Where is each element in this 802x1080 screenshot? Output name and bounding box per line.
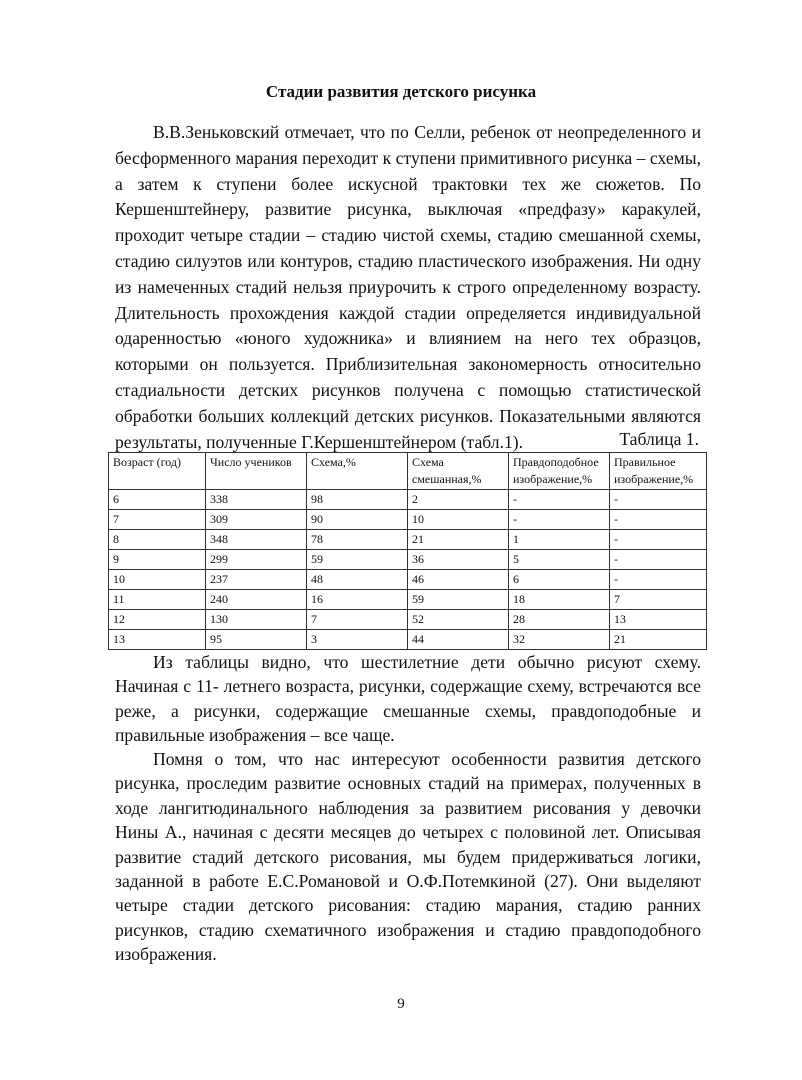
table-cell: 28 <box>509 610 610 630</box>
table-cell: - <box>610 530 707 550</box>
table-cell: 7 <box>307 610 408 630</box>
table-cell: - <box>610 510 707 530</box>
table-row <box>109 570 707 590</box>
stages-table <box>108 452 707 650</box>
header-cell: Число учеников <box>206 453 307 490</box>
table-cell: 9 <box>109 550 206 570</box>
table-cell: 1 <box>509 530 610 550</box>
paragraph: Помня о том, что нас интересуют особенности развития детского рисунка, проследим развитие основных стадий на примерах, полученных в ходе лангитюдинального наблюдения за развитием рисования у девочки Нины А., начиная с десяти месяцев до четырех с половиной лет. Описывая развитие стадий детского рисования, мы будем придерживаться логики, заданной в работе Е.С.Романовой и О.Ф.Потемкиной (27). Они выделяют четыре стадии детского рисования: стадию марания, стадию ранних рисунков, стадию схематичного изображения и стадию правдоподобного изображения. <box>115 749 701 965</box>
table-cell: 21 <box>610 630 707 650</box>
table-cell: 3 <box>307 630 408 650</box>
header-cell: Правдоподобное изображение,% <box>509 453 610 490</box>
table-cell: - <box>610 490 707 510</box>
page-number: 9 <box>397 996 405 1012</box>
table-row <box>109 550 707 570</box>
table-cell: 59 <box>408 590 509 610</box>
table-cell: 13 <box>109 630 206 650</box>
table-cell: 46 <box>408 570 509 590</box>
table-cell: 10 <box>109 570 206 590</box>
table-row <box>109 590 707 610</box>
table-cell: 90 <box>307 510 408 530</box>
table-cell: - <box>610 550 707 570</box>
table-cell: 299 <box>206 550 307 570</box>
table-cell: 2 <box>408 490 509 510</box>
table-cell: 18 <box>509 590 610 610</box>
table-cell: 36 <box>408 550 509 570</box>
table-header-row <box>109 453 707 490</box>
paragraph: Из таблицы видно, что шестилетние дети обычно рисуют схему. Начиная с 11- летнего возраста, рисунки, содержащие схему, встречаются все реже, а рисунки, содержащие смешанные схемы, правдоподобные и правильные изображения – все чаще. <box>115 652 701 746</box>
table-cell: 237 <box>206 570 307 590</box>
section-title: Стадии развития детского рисунка <box>265 82 537 101</box>
table-row <box>109 510 707 530</box>
table-cell: 7 <box>109 510 206 530</box>
table-cell: 240 <box>206 590 307 610</box>
header-cell: Схема смешанная,% <box>408 453 509 490</box>
table-cell: 32 <box>509 630 610 650</box>
table-cell: 13 <box>610 610 707 630</box>
table-cell: - <box>610 570 707 590</box>
table-row <box>109 610 707 630</box>
table-cell: 48 <box>307 570 408 590</box>
table-cell: 6 <box>109 490 206 510</box>
table-cell: 44 <box>408 630 509 650</box>
table-caption: Таблица 1. <box>619 429 699 449</box>
table-cell: 21 <box>408 530 509 550</box>
table-cell: 8 <box>109 530 206 550</box>
table-cell: 16 <box>307 590 408 610</box>
table-cell: 52 <box>408 610 509 630</box>
table-cell: 348 <box>206 530 307 550</box>
paragraph: В.В.Зеньковский отмечает, что по Селли, ребенок от неопределенного и бесформенного марания переходит к ступени примитивного рисунка – схемы, а затем к ступени более искусной трактовки тех же сюжетов. По Кершенштейнеру, развитие рисунка, выключая «предфазу» каракулей, проходит четыре стадии – стадию чистой схемы, стадию смешанной схемы, стадию силуэтов или контуров, стадию пластического изображения. Ни одну из намеченных стадий нельзя приурочить к строго определенному возрасту. Длительность прохождения каждой стадии определяется индивидуальной одаренностью «юного художника» и влиянием на него тех образцов, которыми он пользуется. Приблизительная закономерность относительно стадиальности детских рисунков получена с помощью статистической обработки больших коллекций детских рисунков. Показательными являются результаты, полученные Г.Кершенштейнером (табл.1). <box>115 122 701 452</box>
table-cell: 95 <box>206 630 307 650</box>
table-row <box>109 530 707 550</box>
table-cell: - <box>509 490 610 510</box>
table-cell: 309 <box>206 510 307 530</box>
table-cell: - <box>509 510 610 530</box>
table-cell: 5 <box>509 550 610 570</box>
table-cell: 12 <box>109 610 206 630</box>
table-row <box>109 630 707 650</box>
table-cell: 130 <box>206 610 307 630</box>
table-cell: 59 <box>307 550 408 570</box>
header-cell: Правильное изображение,% <box>610 453 707 490</box>
table-cell: 78 <box>307 530 408 550</box>
header-cell: Схема,% <box>307 453 408 490</box>
table-cell: 338 <box>206 490 307 510</box>
table-cell: 6 <box>509 570 610 590</box>
table-cell: 98 <box>307 490 408 510</box>
table-row <box>109 490 707 510</box>
header-cell: Возраст (год) <box>109 453 206 490</box>
table-cell: 10 <box>408 510 509 530</box>
table-cell: 7 <box>610 590 707 610</box>
table-cell: 11 <box>109 590 206 610</box>
